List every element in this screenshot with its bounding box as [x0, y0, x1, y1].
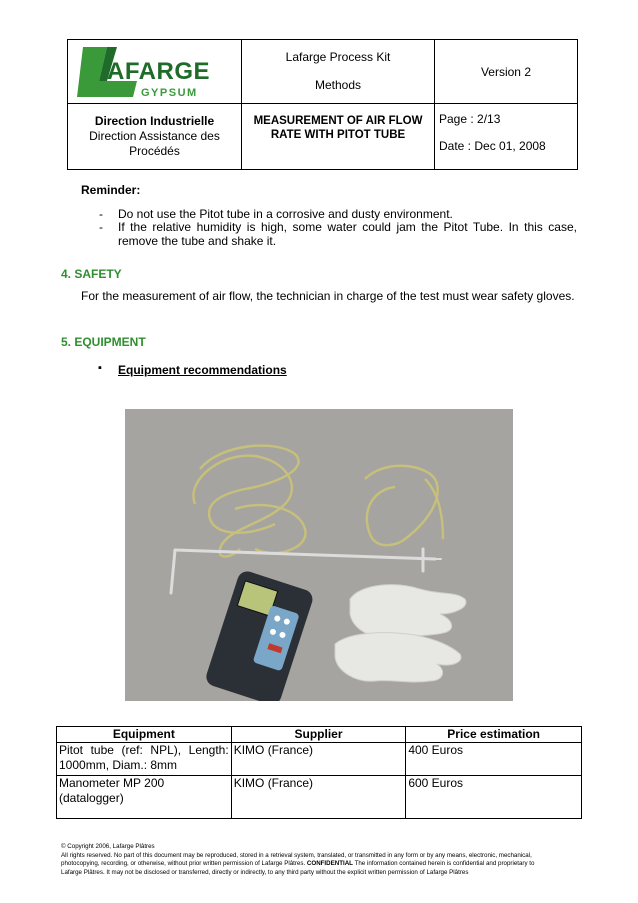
col-header-price: Price estimation: [406, 727, 582, 743]
equipment-line1: Manometer MP 200: [59, 776, 165, 790]
equipment-heading: 5. EQUIPMENT: [61, 335, 146, 349]
copyright-footer: [61, 843, 581, 877]
equipment-cell: [57, 776, 232, 819]
confidential-label: CONFIDENTIAL: [306, 860, 353, 867]
methods-label: Methods: [314, 78, 362, 92]
price-cell: 400 Euros: [406, 743, 582, 776]
version-cell: [435, 40, 577, 104]
svg-text:GYPSUM: GYPSUM: [141, 87, 198, 99]
equipment-recommendations: Equipment recommendations: [118, 363, 287, 377]
equipment-line1: Pitot tube (ref: NPL), Length:: [59, 743, 229, 757]
version-label: Version 2: [480, 65, 531, 79]
direction-industrielle: Direction Industrielle: [94, 114, 215, 128]
equipment-line2: (datalogger): [59, 791, 124, 805]
header-table: [67, 39, 578, 170]
equipment-photo: [125, 409, 513, 701]
reminder-bullet-1: Do not use the Pitot tube in a corrosive and dusty environment.: [118, 207, 453, 221]
reminder-bullet-2-line2: remove the tube and shake it.: [118, 234, 277, 248]
dash-1: -: [99, 207, 103, 221]
confidential-line: [61, 860, 581, 869]
page-number: Page : 2/13: [439, 112, 501, 126]
document-title-cell: [242, 104, 435, 169]
equipment-cell: [57, 743, 232, 776]
direction-cell: [68, 104, 242, 169]
lafarge-gypsum-logo: [77, 43, 237, 101]
document-date: Date : Dec 01, 2008: [439, 139, 546, 153]
process-kit-cell: [242, 40, 435, 104]
document-title-line1: MEASUREMENT OF AIR FLOW: [253, 115, 423, 127]
rights-line: All rights reserved. No part of this document may be reproduced, stored in a retrieval system, translated, or transmitted in any form or by any means, electronic, mechanical,: [61, 851, 532, 859]
safety-text: For the measurement of air flow, the technician in charge of the test must wear safety gloves.: [81, 289, 575, 303]
process-kit-label: Lafarge Process Kit: [285, 50, 391, 64]
supplier-cell: KIMO (France): [231, 743, 406, 776]
page-date-cell: [435, 104, 577, 169]
safety-heading: 4. SAFETY: [61, 267, 122, 281]
col-header-equipment: Equipment: [57, 727, 232, 743]
disclosure-line: Lafarge Plâtres. It may not be disclosed or transferred, directly or indirectly, to any third party without the explicit written permission of Lafarge Plâtres: [61, 868, 469, 876]
square-bullet-icon: ▪: [98, 362, 102, 374]
table-header-row: [57, 727, 582, 743]
logo-cell: [68, 40, 242, 104]
price-cell: 600 Euros: [406, 776, 582, 819]
equipment-line2: 1000mm, Diam.: 8mm: [59, 758, 178, 772]
supplier-cell: KIMO (France): [231, 776, 406, 819]
reminder-heading: Reminder:: [81, 183, 141, 197]
reminder-bullet-2-line1: If the relative humidity is high, some water could jam the Pitot Tube. In this case,: [118, 220, 577, 234]
table-row: [57, 776, 582, 819]
dash-2: -: [99, 220, 103, 234]
svg-text:AFARGE: AFARGE: [107, 58, 211, 85]
direction-procedes: Procédés: [129, 144, 180, 158]
direction-assistance: Direction Assistance des: [89, 129, 220, 143]
copyright-line: © Copyright 2006, Lafarge Plâtres: [61, 843, 155, 850]
document-title-line2: RATE WITH PITOT TUBE: [270, 129, 406, 141]
confidential-post: The information contained herein is confidential and proprietary to: [352, 860, 535, 867]
confidential-pre: photocopying, recording, or otherwise, without prior written permission of Lafarge Plâtres.: [61, 860, 307, 867]
equipment-table: [56, 726, 582, 819]
table-row: [57, 743, 582, 776]
col-header-supplier: Supplier: [231, 727, 406, 743]
